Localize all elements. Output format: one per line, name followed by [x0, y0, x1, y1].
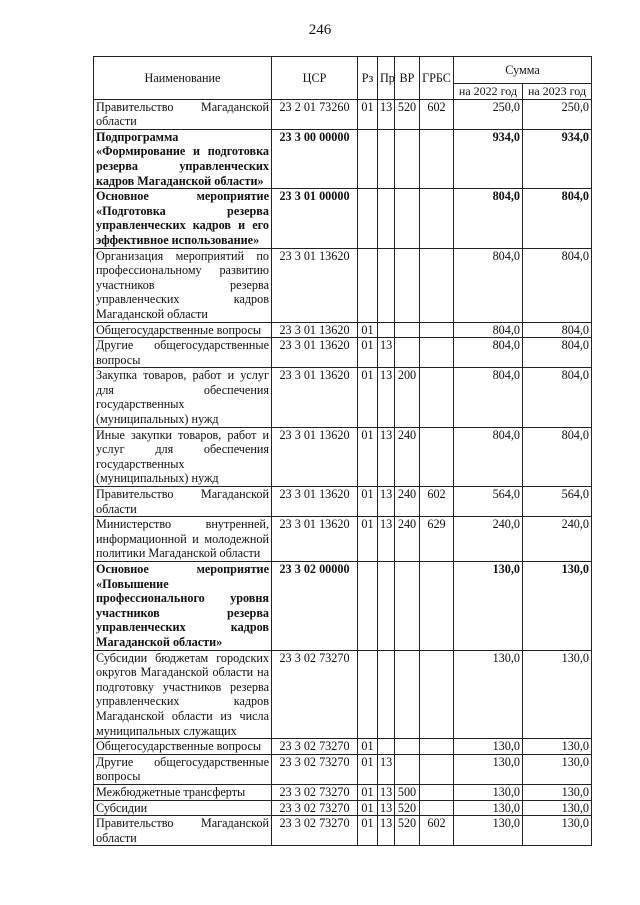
table-row: [94, 800, 592, 816]
cell-pr: 13: [378, 487, 395, 517]
cell-rz: 01: [358, 800, 378, 816]
table-row: [94, 99, 592, 129]
header-rz: Рз: [358, 57, 378, 100]
cell-rz: [358, 650, 378, 739]
cell-pr: 13: [378, 427, 395, 486]
cell-csr: 23 3 02 73270: [272, 800, 358, 816]
cell-sum-2022: 130,0: [454, 650, 523, 739]
cell-sum-2022: 240,0: [454, 517, 523, 562]
cell-csr: 23 3 02 00000: [272, 562, 358, 651]
cell-vr: [395, 338, 420, 368]
cell-rz: 01: [358, 739, 378, 755]
cell-csr: 23 3 02 73270: [272, 784, 358, 800]
cell-sum-2023: 804,0: [523, 427, 592, 486]
header-vr: ВР: [395, 57, 420, 100]
header-pr: Пр: [378, 57, 395, 100]
cell-name: Межбюджетные трансферты: [94, 784, 272, 800]
cell-grbs: [420, 739, 454, 755]
table-row: [94, 487, 592, 517]
header-grbs: ГРБС: [420, 57, 454, 100]
cell-pr: [378, 650, 395, 739]
cell-sum-2022: 804,0: [454, 248, 523, 322]
cell-csr: 23 3 02 73270: [272, 816, 358, 846]
cell-rz: 01: [358, 784, 378, 800]
cell-grbs: 602: [420, 487, 454, 517]
cell-rz: 01: [358, 517, 378, 562]
table-row: [94, 754, 592, 784]
cell-sum-2023: 240,0: [523, 517, 592, 562]
table-body: [94, 99, 592, 846]
cell-vr: [395, 754, 420, 784]
cell-name: Организация мероприятий по профессиональному развитию участников резерва управленческих кадров Магаданской области: [94, 248, 272, 322]
header-row: [94, 57, 592, 84]
cell-grbs: [420, 322, 454, 338]
cell-vr: [395, 129, 420, 188]
cell-grbs: [420, 754, 454, 784]
table-row: [94, 129, 592, 188]
cell-vr: 200: [395, 368, 420, 427]
cell-vr: 520: [395, 816, 420, 846]
cell-pr: 13: [378, 800, 395, 816]
cell-pr: [378, 248, 395, 322]
table-row: [94, 816, 592, 846]
cell-grbs: [420, 562, 454, 651]
cell-name: Основное мероприятие «Подготовка резерва управленческих кадров и его эффективное использование»: [94, 189, 272, 248]
cell-sum-2023: 804,0: [523, 368, 592, 427]
cell-pr: 13: [378, 784, 395, 800]
cell-sum-2022: 130,0: [454, 754, 523, 784]
cell-grbs: [420, 189, 454, 248]
cell-vr: [395, 562, 420, 651]
cell-csr: 23 3 01 13620: [272, 487, 358, 517]
cell-sum-2023: 130,0: [523, 650, 592, 739]
cell-pr: 13: [378, 338, 395, 368]
cell-sum-2022: 130,0: [454, 739, 523, 755]
cell-name: Министерство внутренней, информационной и молодежной политики Магаданской области: [94, 517, 272, 562]
cell-name: Подпрограмма «Формирование и подготовка резерва управленческих кадров Магаданской области»: [94, 129, 272, 188]
cell-sum-2023: 130,0: [523, 562, 592, 651]
cell-csr: 23 3 01 13620: [272, 427, 358, 486]
cell-pr: 13: [378, 816, 395, 846]
cell-name: Основное мероприятие «Повышение профессионального уровня участников резерва управленческих кадров Магаданской области»: [94, 562, 272, 651]
cell-vr: [395, 650, 420, 739]
table-row: [94, 427, 592, 486]
cell-sum-2022: 130,0: [454, 784, 523, 800]
table-row: [94, 368, 592, 427]
cell-vr: 240: [395, 427, 420, 486]
cell-rz: 01: [358, 338, 378, 368]
cell-grbs: [420, 248, 454, 322]
cell-pr: 13: [378, 517, 395, 562]
table-row: [94, 517, 592, 562]
cell-name: Общегосударственные вопросы: [94, 739, 272, 755]
cell-pr: [378, 189, 395, 248]
table-row: [94, 338, 592, 368]
cell-csr: 23 2 01 73260: [272, 99, 358, 129]
cell-csr: 23 3 01 13620: [272, 248, 358, 322]
table-row: [94, 322, 592, 338]
cell-sum-2022: 130,0: [454, 800, 523, 816]
table-row: [94, 650, 592, 739]
cell-rz: 01: [358, 99, 378, 129]
cell-rz: 01: [358, 816, 378, 846]
cell-sum-2023: 804,0: [523, 338, 592, 368]
cell-rz: [358, 248, 378, 322]
cell-name: Другие общегосударственные вопросы: [94, 754, 272, 784]
cell-name: Закупка товаров, работ и услуг для обеспечения государственных (муниципальных) нужд: [94, 368, 272, 427]
cell-grbs: [420, 650, 454, 739]
page-number: 246: [308, 22, 332, 38]
cell-vr: [395, 189, 420, 248]
cell-sum-2022: 804,0: [454, 427, 523, 486]
cell-grbs: 602: [420, 816, 454, 846]
cell-sum-2023: 130,0: [523, 784, 592, 800]
cell-vr: 240: [395, 517, 420, 562]
cell-csr: 23 3 01 00000: [272, 189, 358, 248]
table-row: [94, 562, 592, 651]
cell-csr: 23 3 02 73270: [272, 754, 358, 784]
cell-sum-2022: 130,0: [454, 562, 523, 651]
cell-sum-2023: 130,0: [523, 739, 592, 755]
cell-grbs: [420, 129, 454, 188]
cell-name: Иные закупки товаров, работ и услуг для обеспечения государственных (муниципальных) нужд: [94, 427, 272, 486]
cell-grbs: [420, 368, 454, 427]
cell-name: Общегосударственные вопросы: [94, 322, 272, 338]
cell-name: Субсидии бюджетам городских округов Магаданской области на подготовку участников резерва управленческих кадров Магаданской области из числа муниципальных служащих: [94, 650, 272, 739]
cell-sum-2023: 564,0: [523, 487, 592, 517]
header-name: Наименование: [94, 57, 272, 100]
header-csr: ЦСР: [272, 57, 358, 100]
table-row: [94, 784, 592, 800]
cell-csr: 23 3 01 13620: [272, 368, 358, 427]
cell-vr: [395, 739, 420, 755]
cell-grbs: [420, 427, 454, 486]
cell-name: Правительство Магаданской области: [94, 487, 272, 517]
cell-pr: [378, 562, 395, 651]
cell-vr: 240: [395, 487, 420, 517]
cell-sum-2022: 804,0: [454, 368, 523, 427]
cell-sum-2023: 130,0: [523, 754, 592, 784]
cell-sum-2022: 564,0: [454, 487, 523, 517]
cell-name: Правительство Магаданской области: [94, 99, 272, 129]
cell-sum-2023: 130,0: [523, 800, 592, 816]
cell-pr: 13: [378, 99, 395, 129]
cell-csr: 23 3 02 73270: [272, 650, 358, 739]
cell-sum-2022: 130,0: [454, 816, 523, 846]
cell-sum-2023: 804,0: [523, 322, 592, 338]
cell-rz: 01: [358, 487, 378, 517]
cell-csr: 23 3 02 73270: [272, 739, 358, 755]
table-row: [94, 189, 592, 248]
cell-csr: 23 3 00 00000: [272, 129, 358, 188]
cell-pr: 13: [378, 754, 395, 784]
table-row: [94, 248, 592, 322]
cell-sum-2023: 250,0: [523, 99, 592, 129]
cell-sum-2023: 804,0: [523, 248, 592, 322]
cell-rz: 01: [358, 368, 378, 427]
cell-rz: [358, 129, 378, 188]
cell-grbs: 629: [420, 517, 454, 562]
cell-pr: [378, 129, 395, 188]
cell-grbs: [420, 338, 454, 368]
cell-pr: [378, 739, 395, 755]
budget-table: [93, 56, 592, 846]
cell-grbs: [420, 784, 454, 800]
cell-sum-2023: 934,0: [523, 129, 592, 188]
cell-sum-2022: 804,0: [454, 338, 523, 368]
cell-rz: [358, 562, 378, 651]
header-year-2023: на 2023 год: [523, 84, 592, 100]
cell-rz: 01: [358, 322, 378, 338]
cell-sum-2023: 130,0: [523, 816, 592, 846]
cell-csr: 23 3 01 13620: [272, 338, 358, 368]
cell-name: Субсидии: [94, 800, 272, 816]
cell-pr: 13: [378, 368, 395, 427]
cell-pr: [378, 322, 395, 338]
cell-grbs: 602: [420, 99, 454, 129]
cell-vr: [395, 248, 420, 322]
cell-rz: [358, 189, 378, 248]
cell-sum-2022: 804,0: [454, 322, 523, 338]
cell-vr: [395, 322, 420, 338]
table-row: [94, 739, 592, 755]
cell-name: Другие общегосударственные вопросы: [94, 338, 272, 368]
cell-sum-2023: 804,0: [523, 189, 592, 248]
cell-vr: 500: [395, 784, 420, 800]
cell-vr: 520: [395, 99, 420, 129]
cell-name: Правительство Магаданской области: [94, 816, 272, 846]
cell-sum-2022: 934,0: [454, 129, 523, 188]
cell-grbs: [420, 800, 454, 816]
cell-rz: 01: [358, 427, 378, 486]
cell-sum-2022: 250,0: [454, 99, 523, 129]
header-year-2022: на 2022 год: [454, 84, 523, 100]
cell-rz: 01: [358, 754, 378, 784]
cell-vr: 520: [395, 800, 420, 816]
cell-sum-2022: 804,0: [454, 189, 523, 248]
cell-csr: 23 3 01 13620: [272, 517, 358, 562]
header-sum: Сумма: [454, 57, 592, 84]
cell-csr: 23 3 01 13620: [272, 322, 358, 338]
